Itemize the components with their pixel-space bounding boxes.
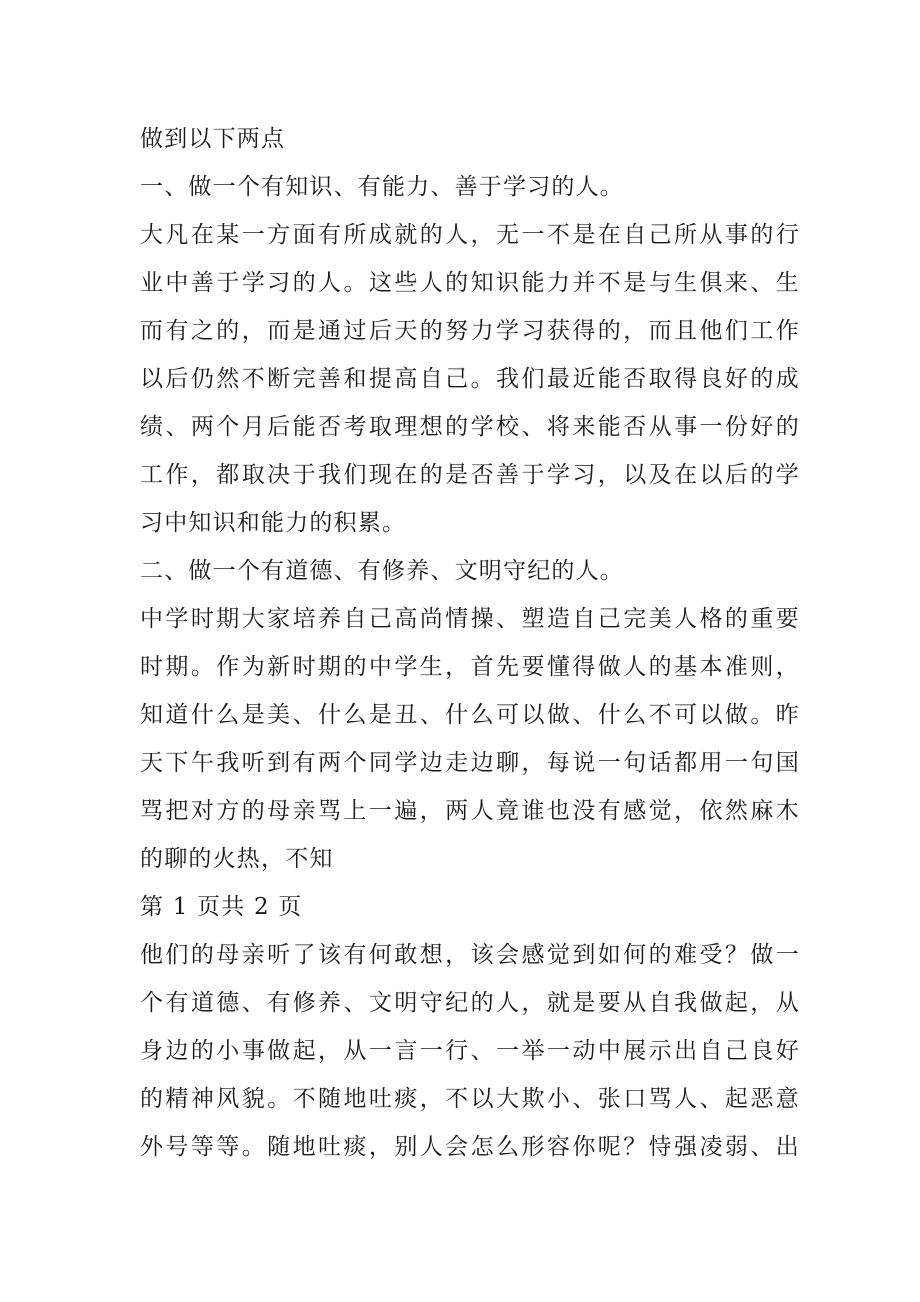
text-line: 外号等等。随地吐痰，别人会怎么形容你呢？恃强凌弱、出 — [140, 1134, 800, 1160]
text-line: 以后仍然不断完善和提高自己。我们最近能否取得良好的成 — [140, 366, 800, 392]
text-line: 工作，都取决于我们现在的是否善于学习，以及在以后的学 — [140, 462, 800, 488]
text-line: 的精神风貌。不随地吐痰，不以大欺小、张口骂人、起恶意 — [140, 1086, 800, 1112]
text-line: 绩、两个月后能否考取理想的学校、将来能否从事一份好的 — [140, 414, 800, 440]
text-line: 大凡在某一方面有所成就的人，无一不是在自己所从事的行 — [140, 222, 800, 248]
page-number: 第 1 页共 2 页 — [140, 894, 303, 920]
text-line: 而有之的，而是通过后天的努力学习获得的，而且他们工作 — [140, 318, 800, 344]
text-line: 的聊的火热，不知 — [140, 846, 334, 872]
section-heading-1: 一、做一个有知识、有能力、善于学习的人。 — [140, 174, 624, 200]
text-line: 中学时期大家培养自己高尚情操、塑造自己完美人格的重要 — [140, 606, 800, 632]
text-line: 他们的母亲听了该有何敢想，该会感觉到如何的难受？做一 — [140, 942, 800, 968]
text-line: 知道什么是美、什么是丑、什么可以做、什么不可以做。昨 — [140, 702, 800, 728]
text-line: 业中善于学习的人。这些人的知识能力并不是与生俱来、生 — [140, 270, 800, 296]
text-line: 骂把对方的母亲骂上一遍，两人竟谁也没有感觉，依然麻木 — [140, 798, 800, 824]
text-line: 天下午我听到有两个同学边走边聊，每说一句话都用一句国 — [140, 750, 800, 776]
text-line: 时期。作为新时期的中学生，首先要懂得做人的基本准则， — [140, 654, 800, 680]
document-body — [140, 115, 800, 1171]
section-heading-2: 二、做一个有道德、有修养、文明守纪的人。 — [140, 558, 624, 584]
text-line: 习中知识和能力的积累。 — [140, 510, 407, 536]
text-line: 个有道德、有修养、文明守纪的人，就是要从自我做起，从 — [140, 990, 800, 1016]
text-line-intro: 做到以下两点 — [140, 126, 286, 152]
text-line: 身边的小事做起，从一言一行、一举一动中展示出自己良好 — [140, 1038, 800, 1064]
